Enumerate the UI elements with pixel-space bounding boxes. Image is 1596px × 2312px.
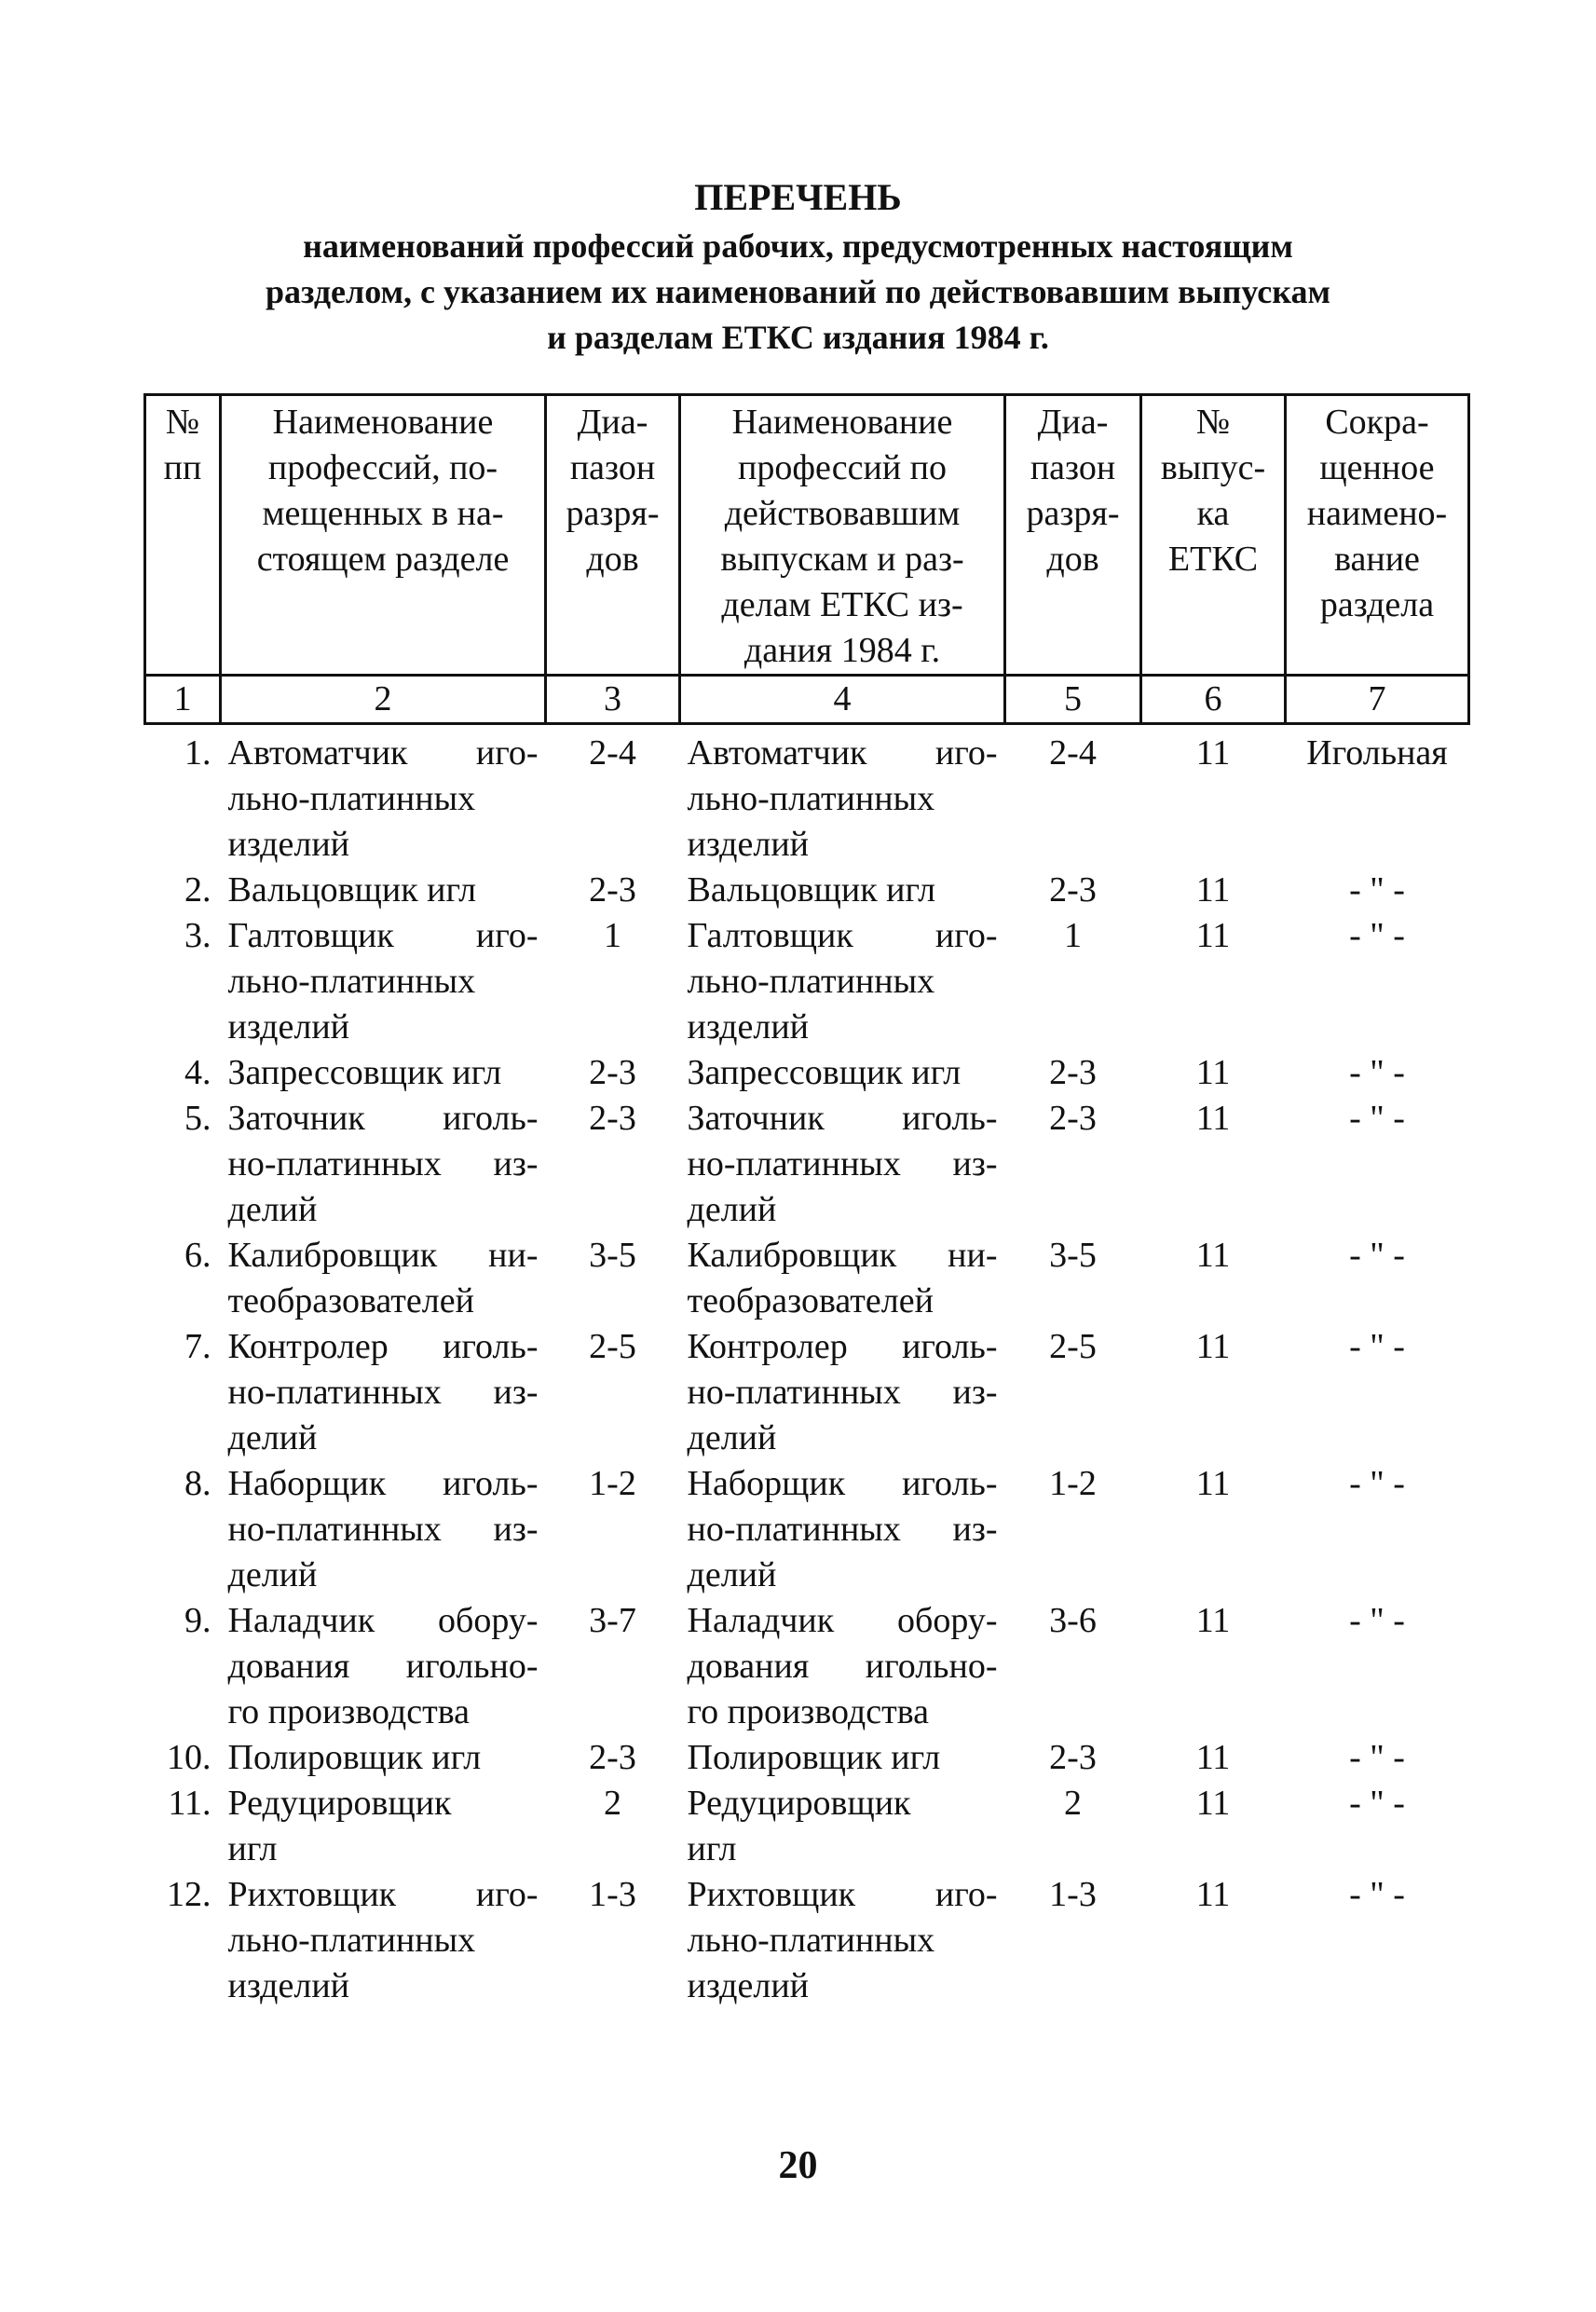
- section-short-name: - " -: [1349, 1738, 1405, 1777]
- profession-name: [221, 1324, 546, 1461]
- grade-range: 2-3: [589, 870, 636, 910]
- section-short-name: - " -: [1349, 870, 1405, 910]
- header-line: ка: [1196, 494, 1230, 533]
- cell-line: Редуцировщик: [687, 1784, 911, 1823]
- cell-line: делий: [687, 1190, 777, 1229]
- cell-line: льно-платинных: [227, 1921, 476, 1960]
- page-number: 20: [778, 2144, 818, 2187]
- etks-issue: 11: [1195, 1053, 1231, 1092]
- profession-name: [221, 868, 546, 913]
- header-line: профессий, по-: [267, 448, 498, 487]
- header-line: пп: [163, 448, 202, 487]
- header-line: Диа-: [1037, 403, 1109, 442]
- profession-name: [221, 913, 546, 1050]
- cell-line: Наладчик обору-: [687, 1601, 998, 1640]
- header-line: действовавшим: [724, 494, 961, 533]
- row-number: 1.: [184, 733, 211, 773]
- old-grade-range: 1: [1064, 916, 1082, 955]
- header-line: делам ЕТКС из-: [721, 585, 963, 624]
- row-number: 5.: [184, 1099, 211, 1138]
- column-number: 3: [546, 676, 680, 724]
- table-row: [145, 1096, 1469, 1233]
- subtitle-line: и разделам ЕТКС издания 1984 г.: [547, 319, 1049, 356]
- header-line: выпус-: [1160, 448, 1266, 487]
- cell-line: дования игольно-: [227, 1647, 539, 1686]
- old-grade-range: 2: [1064, 1784, 1082, 1823]
- header-line: разря-: [566, 494, 660, 533]
- grade-range: 2-3: [589, 1053, 636, 1092]
- old-profession-name: [680, 1781, 1005, 1872]
- cell-line: Галтовщик иго-: [687, 916, 998, 955]
- cell-line: Контролер иголь-: [227, 1327, 539, 1366]
- column-number: 1: [145, 676, 221, 724]
- cell-line: делий: [687, 1555, 777, 1594]
- profession-name: [221, 1050, 546, 1096]
- column-number: 7: [1286, 676, 1469, 724]
- old-profession-name: [680, 1872, 1005, 2009]
- header-line: стоящем разделе: [256, 540, 510, 579]
- cell-line: дования игольно-: [687, 1647, 998, 1686]
- old-grade-range: 2-3: [1049, 1053, 1097, 1092]
- grade-range: 2-5: [589, 1327, 636, 1366]
- cell-line: Контролер иголь-: [687, 1327, 998, 1366]
- header-line: №: [1195, 403, 1231, 442]
- profession-name: [221, 1233, 546, 1324]
- etks-issue: 11: [1195, 1464, 1231, 1503]
- profession-name: [221, 1872, 546, 2009]
- grade-range: 1-2: [589, 1464, 636, 1503]
- header-line: пазон: [1030, 448, 1116, 487]
- cell-line: Автоматчик иго-: [687, 733, 998, 773]
- cell-line: но-платинных из-: [227, 1144, 539, 1183]
- cell-line: игл: [687, 1829, 737, 1868]
- cell-line: Наладчик обору-: [227, 1601, 539, 1640]
- header-col-name: [221, 395, 546, 676]
- cell-line: но-платинных из-: [687, 1373, 998, 1412]
- header-line: мещенных в на-: [262, 494, 504, 533]
- cell-line: Калибровщик ни-: [227, 1236, 539, 1275]
- profession-name: [221, 1735, 546, 1781]
- cell-line: теобразователей: [227, 1281, 474, 1320]
- old-profession-name: [680, 1324, 1005, 1461]
- grade-range: 2-3: [589, 1738, 636, 1777]
- header-line: выпускам и раз-: [720, 540, 964, 579]
- cell-line: делий: [227, 1418, 318, 1457]
- cell-line: Рихтовщик иго-: [227, 1875, 539, 1914]
- etks-issue: 11: [1195, 1327, 1231, 1366]
- cell-line: но-платинных из-: [687, 1510, 998, 1549]
- header-col-old-name: [680, 395, 1005, 676]
- cell-line: льно-платинных: [227, 779, 476, 818]
- section-short-name: - " -: [1349, 1099, 1405, 1138]
- old-profession-name: [680, 1050, 1005, 1096]
- old-grade-range: 1-3: [1049, 1875, 1097, 1914]
- cell-line: льно-платинных: [227, 962, 476, 1001]
- old-grade-range: 2-5: [1049, 1327, 1097, 1366]
- header-line: дов: [1046, 540, 1099, 579]
- header-line: дания 1984 г.: [743, 631, 941, 670]
- header-col-number: [145, 395, 221, 676]
- row-number: 9.: [184, 1601, 211, 1640]
- row-number: 10.: [167, 1738, 211, 1777]
- column-number-row: [145, 676, 1469, 724]
- etks-issue: 11: [1195, 1236, 1231, 1275]
- section-short-name: - " -: [1349, 1784, 1405, 1823]
- profession-name: [221, 724, 546, 869]
- cell-line: изделий: [687, 1007, 809, 1047]
- cell-line: делий: [687, 1418, 777, 1457]
- header-col-old-range: [1005, 395, 1141, 676]
- etks-issue: 11: [1195, 1738, 1231, 1777]
- old-profession-name: [680, 1233, 1005, 1324]
- cell-line: Вальцовщик игл: [227, 870, 477, 910]
- cell-line: изделий: [227, 825, 349, 864]
- etks-issue: 11: [1195, 1875, 1231, 1914]
- header-line: Наименование: [272, 403, 494, 442]
- header-line: Диа-: [577, 403, 648, 442]
- column-number: 4: [680, 676, 1005, 724]
- header-row: [145, 395, 1469, 676]
- old-profession-name: [680, 868, 1005, 913]
- old-profession-name: [680, 913, 1005, 1050]
- cell-line: Полировщик игл: [687, 1738, 941, 1777]
- table-row: [145, 1598, 1469, 1735]
- table-row: [145, 913, 1469, 1050]
- profession-name: [221, 1598, 546, 1735]
- cell-line: Автоматчик иго-: [227, 733, 539, 773]
- cell-line: но-платинных из-: [227, 1510, 539, 1549]
- section-short-name: - " -: [1349, 1464, 1405, 1503]
- section-short-name: - " -: [1349, 916, 1405, 955]
- old-profession-name: [680, 1735, 1005, 1781]
- grade-range: 2-4: [589, 733, 636, 773]
- etks-issue: 11: [1195, 733, 1231, 773]
- cell-line: Вальцовщик игл: [687, 870, 936, 910]
- old-profession-name: [680, 1598, 1005, 1735]
- old-profession-name: [680, 724, 1005, 869]
- section-short-name: - " -: [1349, 1327, 1405, 1366]
- row-number: 7.: [184, 1327, 211, 1366]
- row-number: 6.: [184, 1236, 211, 1275]
- cell-line: Запрессовщик игл: [227, 1053, 502, 1092]
- grade-range: 2-3: [589, 1099, 636, 1138]
- cell-line: Рихтовщик иго-: [687, 1875, 998, 1914]
- table-row: [145, 1233, 1469, 1324]
- old-grade-range: 2-3: [1049, 1099, 1097, 1138]
- section-short-name: - " -: [1349, 1236, 1405, 1275]
- table-row: [145, 1735, 1469, 1781]
- cell-line: льно-платинных: [687, 962, 935, 1001]
- table-row: [145, 1781, 1469, 1872]
- old-profession-name: [680, 1461, 1005, 1598]
- cell-line: льно-платинных: [687, 779, 935, 818]
- cell-line: льно-платинных: [687, 1921, 935, 1960]
- old-grade-range: 3-6: [1049, 1601, 1097, 1640]
- header-col-issue: [1141, 395, 1286, 676]
- header-line: вание: [1334, 540, 1420, 579]
- header-line: раздела: [1319, 585, 1435, 624]
- cell-line: Наборщик иголь-: [227, 1464, 539, 1503]
- row-number: 12.: [167, 1875, 211, 1914]
- row-number: 4.: [184, 1053, 211, 1092]
- header-line: ЕТКС: [1167, 540, 1259, 579]
- table-row: [145, 724, 1469, 869]
- old-grade-range: 1-2: [1049, 1464, 1097, 1503]
- cell-line: Запрессовщик игл: [687, 1053, 962, 1092]
- etks-issue: 11: [1195, 1784, 1231, 1823]
- grade-range: 3-7: [589, 1601, 636, 1640]
- grade-range: 1-3: [589, 1875, 636, 1914]
- cell-line: Калибровщик ни-: [687, 1236, 998, 1275]
- header-line: наимено-: [1306, 494, 1448, 533]
- row-number: 3.: [184, 916, 211, 955]
- cell-line: делий: [227, 1555, 318, 1594]
- header-line: дов: [586, 540, 639, 579]
- etks-issue: 11: [1195, 1601, 1231, 1640]
- profession-name: [221, 1781, 546, 1872]
- table-row: [145, 1050, 1469, 1096]
- subtitle-line: наименований профессий рабочих, предусмотренных настоящим: [303, 227, 1293, 265]
- table-row: [145, 1872, 1469, 2009]
- cell-line: изделий: [227, 1966, 349, 2005]
- row-number: 11.: [168, 1784, 211, 1823]
- cell-line: изделий: [687, 825, 809, 864]
- header-col-section: [1286, 395, 1469, 676]
- header-line: щенное: [1319, 448, 1435, 487]
- cell-line: изделий: [227, 1007, 349, 1047]
- header-line: пазон: [569, 448, 656, 487]
- section-short-name: - " -: [1349, 1053, 1405, 1092]
- cell-line: Полировщик игл: [227, 1738, 482, 1777]
- header-col-range: [546, 395, 680, 676]
- cell-line: Заточник иголь-: [227, 1099, 539, 1138]
- column-number: 2: [221, 676, 546, 724]
- cell-line: го производства: [687, 1692, 930, 1731]
- etks-issue: 11: [1195, 870, 1231, 910]
- header-line: №: [165, 403, 200, 442]
- cell-line: Редуцировщик: [227, 1784, 452, 1823]
- grade-range: 3-5: [589, 1236, 636, 1275]
- section-short-name: Игольная: [1306, 733, 1448, 773]
- header-line: Сокра-: [1325, 403, 1429, 442]
- cell-line: игл: [227, 1829, 278, 1868]
- grade-range: 1: [604, 916, 621, 955]
- table-row: [145, 868, 1469, 913]
- table-row: [145, 1461, 1469, 1598]
- cell-line: изделий: [687, 1966, 809, 2005]
- column-number: 6: [1141, 676, 1286, 724]
- subtitle-line: разделом, с указанием их наименований по действовавшим выпускам: [266, 273, 1330, 310]
- section-short-name: - " -: [1349, 1875, 1405, 1914]
- old-grade-range: 2-4: [1049, 733, 1097, 773]
- cell-line: Заточник иголь-: [687, 1099, 998, 1138]
- row-number: 8.: [184, 1464, 211, 1503]
- header-line: профессий по: [737, 448, 947, 487]
- document-title: ПЕРЕЧЕНЬ: [694, 176, 902, 218]
- cell-line: но-платинных из-: [687, 1144, 998, 1183]
- header-line: разря-: [1026, 494, 1120, 533]
- table-row: [145, 1324, 1469, 1461]
- etks-issue: 11: [1195, 916, 1231, 955]
- etks-issue: 11: [1195, 1099, 1231, 1138]
- old-profession-name: [680, 1096, 1005, 1233]
- profession-name: [221, 1096, 546, 1233]
- row-number: 2.: [184, 870, 211, 910]
- old-grade-range: 2-3: [1049, 870, 1097, 910]
- cell-line: Галтовщик иго-: [227, 916, 539, 955]
- profession-name: [221, 1461, 546, 1598]
- column-number: 5: [1005, 676, 1141, 724]
- old-grade-range: 2-3: [1049, 1738, 1097, 1777]
- document-subtitle: [0, 224, 1596, 361]
- header-line: Наименование: [731, 403, 953, 442]
- grade-range: 2: [604, 1784, 621, 1823]
- cell-line: Наборщик иголь-: [687, 1464, 998, 1503]
- professions-table: [143, 393, 1470, 2009]
- old-grade-range: 3-5: [1049, 1236, 1097, 1275]
- cell-line: го производства: [227, 1692, 471, 1731]
- cell-line: теобразователей: [687, 1281, 934, 1320]
- cell-line: делий: [227, 1190, 318, 1229]
- section-short-name: - " -: [1349, 1601, 1405, 1640]
- cell-line: но-платинных из-: [227, 1373, 539, 1412]
